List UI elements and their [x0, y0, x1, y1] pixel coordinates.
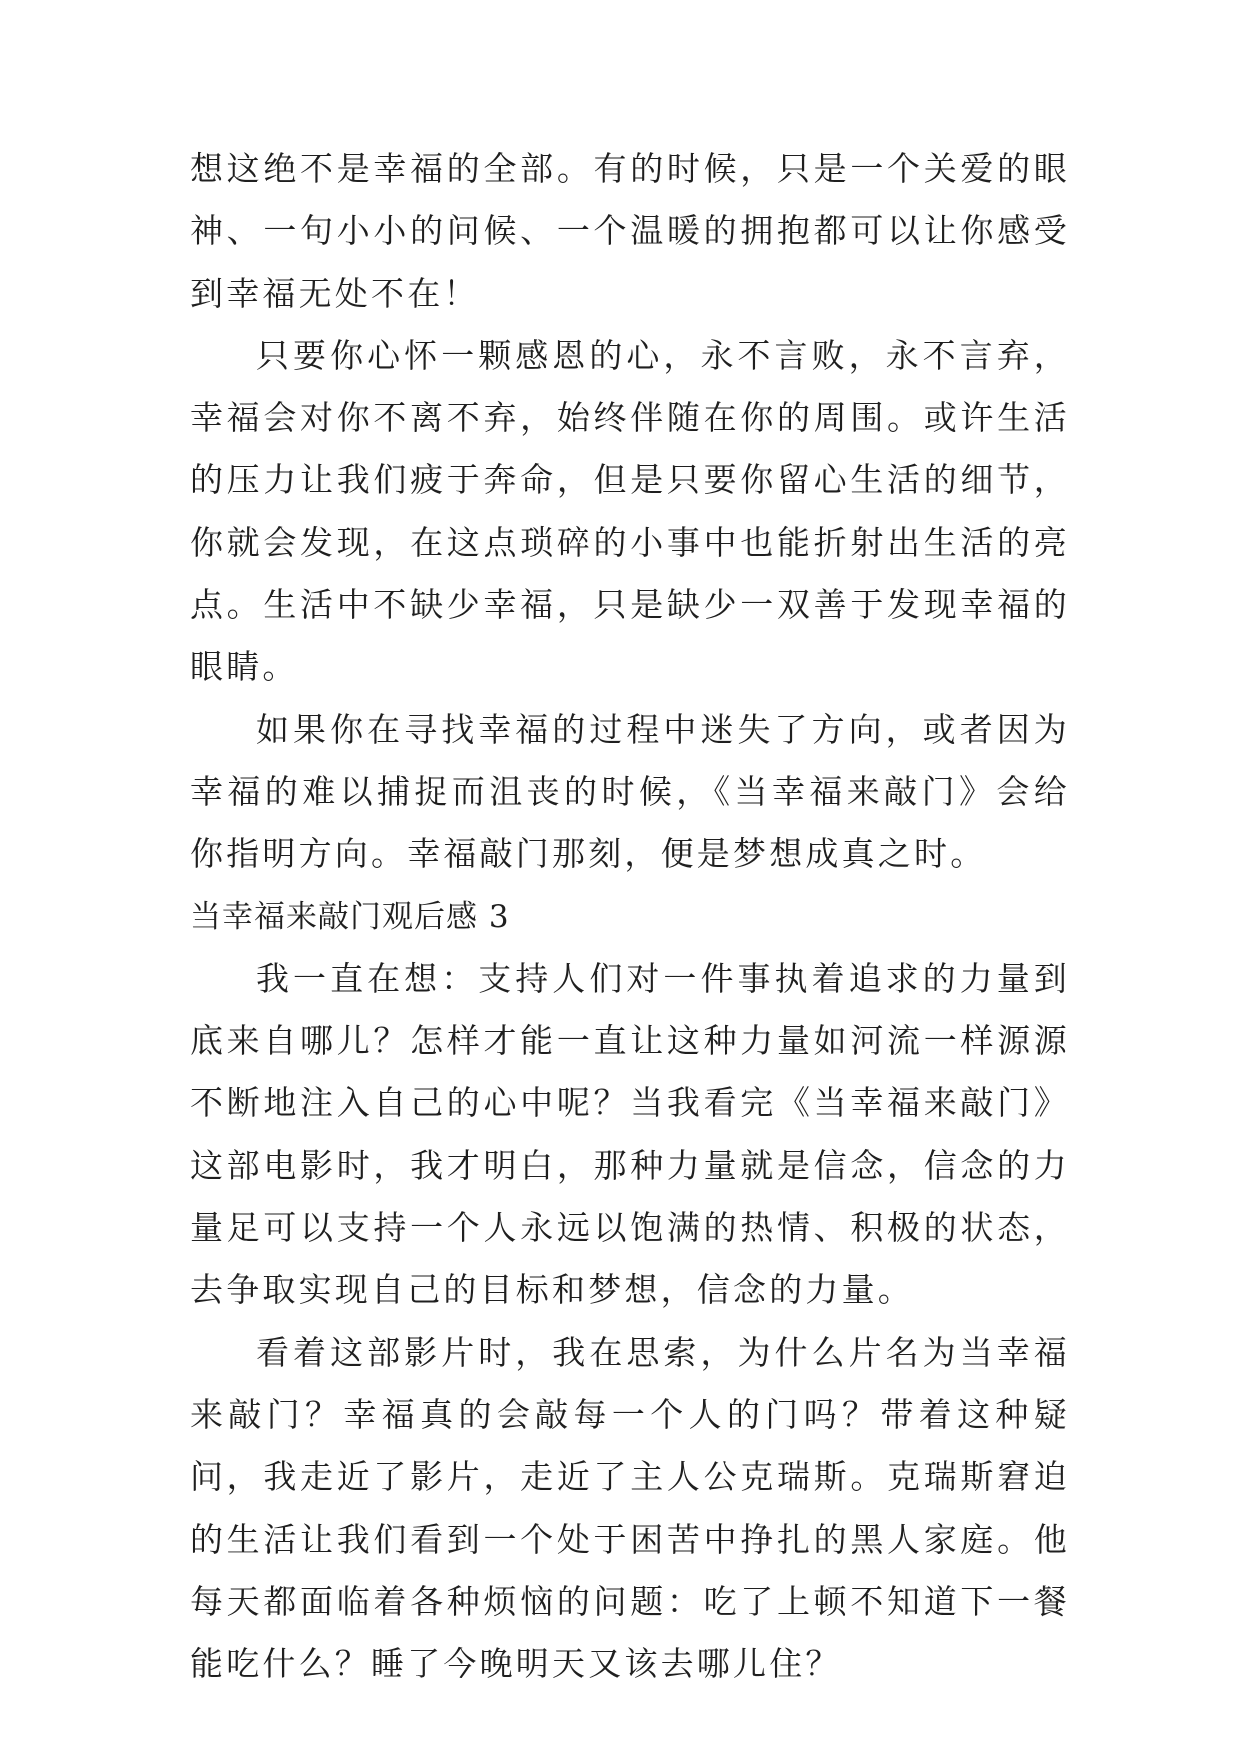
paragraph: 想这绝不是幸福的全部。有的时候，只是一个关爱的眼神、一句小小的问候、一个温暖的拥抱都可以让你感受到幸福无处不在！ [190, 149, 1070, 313]
paragraph: 我一直在想：支持人们对一件事执着追求的力量到底来自哪儿？怎样才能一直让这种力量如河流一样源源不断地注入自己的心中呢？当我看完《当幸福来敲门》这部电影时，我才明白，那种力量就是信念，信念的力量足可以支持一个人永远以饱满的热情、积极的状态，去争取实现自己的目标和梦想，信念的力量。 [190, 958, 1070, 1310]
paragraph: 如果你在寻找幸福的过程中迷失了方向，或者因为幸福的难以捕捉而沮丧的时候，《当幸福来敲门》会给你指明方向。幸福敲门那刻，便是梦想成真之时。 [190, 709, 1070, 874]
section-heading: 当幸福来敲门观后感 3 [190, 898, 510, 935]
document-body [190, 138, 1070, 1695]
paragraph: 只要你心怀一颗感恩的心，永不言败，永不言弃，幸福会对你不离不弃，始终伴随在你的周围。或许生活的压力让我们疲于奔命，但是只要你留心生活的细节，你就会发现，在这点琐碎的小事中也能折射出生活的亮点。生活中不缺少幸福，只是缺少一双善于发现幸福的眼睛。 [190, 335, 1070, 687]
paragraph: 看着这部影片时，我在思索，为什么片名为当幸福来敲门？幸福真的会敲每一个人的门吗？带着这种疑问，我走近了影片，走近了主人公克瑞斯。克瑞斯窘迫的生活让我们看到一个处于困苦中挣扎的黑人家庭。他每天都面临着各种烦恼的问题：吃了上顿不知道下一餐能吃什么？睡了今晚明天又该去哪儿住？ [190, 1332, 1070, 1684]
